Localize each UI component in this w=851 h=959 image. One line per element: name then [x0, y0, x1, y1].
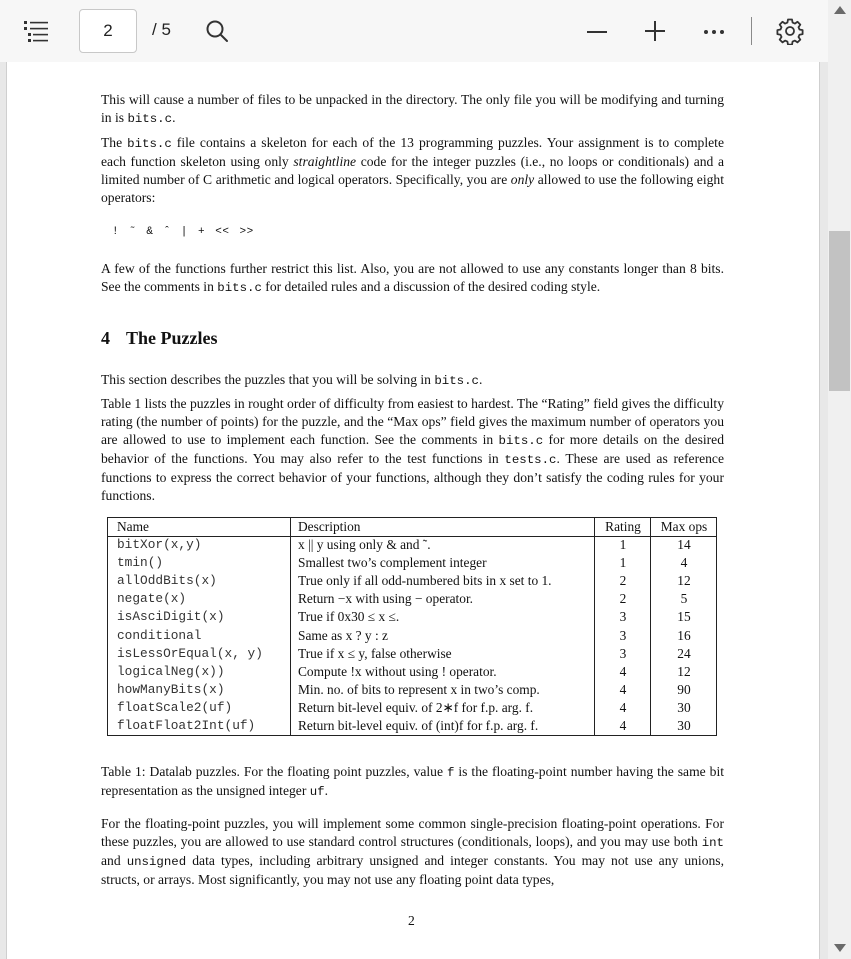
table-cell-name: tmin() [117, 555, 164, 571]
zoom-out-icon[interactable] [585, 20, 609, 44]
table-cell-name: floatFloat2Int(uf) [117, 718, 256, 733]
table-divider [650, 518, 651, 735]
paragraph-restrictions: A few of the functions further restrict this list. Also, you are not allowed to use any constants longer than 8 bits. See the comments in bits.c for detailed rules and a discussion of the desired coding style. [101, 261, 724, 295]
table-cell-rating: 3 [619, 645, 627, 661]
table-cell-rating: 4 [619, 699, 627, 715]
table-cell-rating: 4 [619, 681, 627, 697]
table-cell-rating: 1 [619, 555, 627, 571]
table-cell-name: isAsciDigit(x) [117, 609, 225, 625]
table-cell-name: bitXor(x,y) [117, 537, 202, 552]
section-heading: 4 The Puzzles [101, 328, 218, 348]
table-cell-max-ops: 90 [677, 681, 691, 697]
vertical-scrollbar[interactable] [828, 0, 851, 959]
table-header-rating: Rating [605, 519, 641, 534]
table-header-name: Name [117, 519, 149, 534]
paragraph-floating-point: For the floating-point puzzles, you will implement some common single-precision floating-point operations. For these puzzles, you are allowed to use standard control structures (conditionals, loops), and you may use both int and unsigned data types, including arbitrary unsigned and integer constants. You may not use any unions, structs, or arrays. Most significantly, you may not use any floating point data types, [101, 816, 724, 887]
table-cell-description: Min. no. of bits to represent x in two’s comp. [298, 681, 540, 697]
table-cell-description: True only if all odd-numbered bits in x set to 1. [298, 573, 552, 589]
table-cell-max-ops: 24 [677, 645, 691, 661]
scroll-down-arrow-icon[interactable] [834, 944, 846, 952]
zoom-in-icon[interactable] [643, 19, 667, 43]
settings-gear-icon[interactable] [776, 17, 804, 45]
total-pages-label: / 5 [152, 20, 171, 39]
paragraph-unpack: This will cause a number of files to be unpacked in the directory. The only file you will be modifying and turning in is bits.c. [101, 92, 724, 126]
scrollbar-thumb[interactable] [829, 231, 850, 391]
table-cell-max-ops: 30 [677, 699, 691, 715]
table-cell-name: isLessOrEqual(x, y) [117, 645, 263, 661]
page-number-input[interactable]: 2 [79, 9, 137, 53]
table-cell-description: Compute !x without using ! operator. [298, 663, 497, 679]
table-cell-max-ops: 12 [677, 663, 691, 679]
pdf-toolbar [0, 0, 828, 62]
page-footer-number: 2 [408, 913, 415, 928]
table-cell-description: Return −x with using − operator. [298, 591, 474, 607]
table-header-description: Description [298, 519, 361, 534]
allowed-operators: ! ˜ & ˆ | + << >> [112, 226, 254, 238]
table-cell-name: conditional [117, 627, 202, 643]
table-cell-description: True if x ≤ y, false otherwise [298, 645, 452, 661]
table-divider [290, 518, 291, 735]
search-icon[interactable] [205, 19, 229, 43]
table-cell-rating: 3 [619, 627, 627, 643]
table-cell-max-ops: 5 [680, 591, 688, 607]
table-cell-description: True if 0x30 ≤ x ≤. [298, 609, 400, 625]
table-cell-description: Same as x ? y : z [298, 627, 388, 643]
table-cell-max-ops: 4 [680, 555, 688, 571]
table-cell-rating: 4 [619, 718, 627, 733]
table-cell-rating: 2 [619, 591, 627, 607]
table-cell-max-ops: 16 [677, 627, 691, 643]
table-cell-max-ops: 12 [677, 573, 691, 589]
table-caption: Table 1: Datalab puzzles. For the floating point puzzles, value f is the floating-point number having the same bit representation as the unsigned integer uf. [101, 764, 724, 799]
table-cell-rating: 1 [619, 537, 627, 552]
table-cell-name: howManyBits(x) [117, 681, 225, 697]
table-cell-description: Return bit-level equiv. of (int)f for f.p. arg. f. [298, 718, 539, 733]
paragraph-section-intro: This section describes the puzzles that you will be solving in bits.c. [101, 372, 483, 388]
puzzles-table [107, 517, 717, 736]
paragraph-table-intro: Table 1 lists the puzzles in rought order of difficulty from easiest to hardest. The “Rating” field gives the difficulty rating (the number of points) for the puzzle, and the “Max ops” field gives the maximum number of operators you are allowed to use to implement each function. See the comments in bits.c for more details on the desired behavior of the functions. You may also refer to the test functions in tests.c. These are used as reference functions to express the correct behavior of your functions, although they don’t satisfy the coding rules for your functions. [101, 396, 724, 503]
table-of-contents-icon[interactable] [22, 18, 50, 44]
table-header-max-ops: Max ops [660, 519, 708, 534]
scroll-up-arrow-icon[interactable] [834, 6, 846, 14]
toolbar-separator [751, 17, 752, 45]
table-cell-max-ops: 15 [677, 609, 691, 625]
more-options-icon[interactable] [702, 20, 726, 44]
table-cell-rating: 4 [619, 663, 627, 679]
table-cell-rating: 2 [619, 573, 627, 589]
table-cell-rating: 3 [619, 609, 627, 625]
table-divider [594, 518, 595, 735]
table-cell-name: allOddBits(x) [117, 573, 217, 589]
table-cell-name: floatScale2(uf) [117, 699, 233, 715]
paragraph-skeleton: The bits.c file contains a skeleton for each of the 13 programming puzzles. Your assignment is to complete each function skeleton using only straightline code for the integer puzzles (i.e., no loops or conditionals) and a limited number of C arithmetic and logical operators. Specifically, you are only allowed to use the following eight operators: [101, 135, 724, 205]
table-cell-description: x || y using only & and ˜. [298, 537, 431, 552]
table-cell-name: negate(x) [117, 591, 187, 607]
table-cell-name: logicalNeg(x)) [117, 663, 225, 679]
table-cell-max-ops: 30 [677, 718, 691, 733]
table-cell-description: Smallest two’s complement integer [298, 555, 487, 571]
table-cell-description: Return bit-level equiv. of 2∗f for f.p. arg. f. [298, 699, 534, 715]
table-cell-max-ops: 14 [677, 537, 691, 552]
